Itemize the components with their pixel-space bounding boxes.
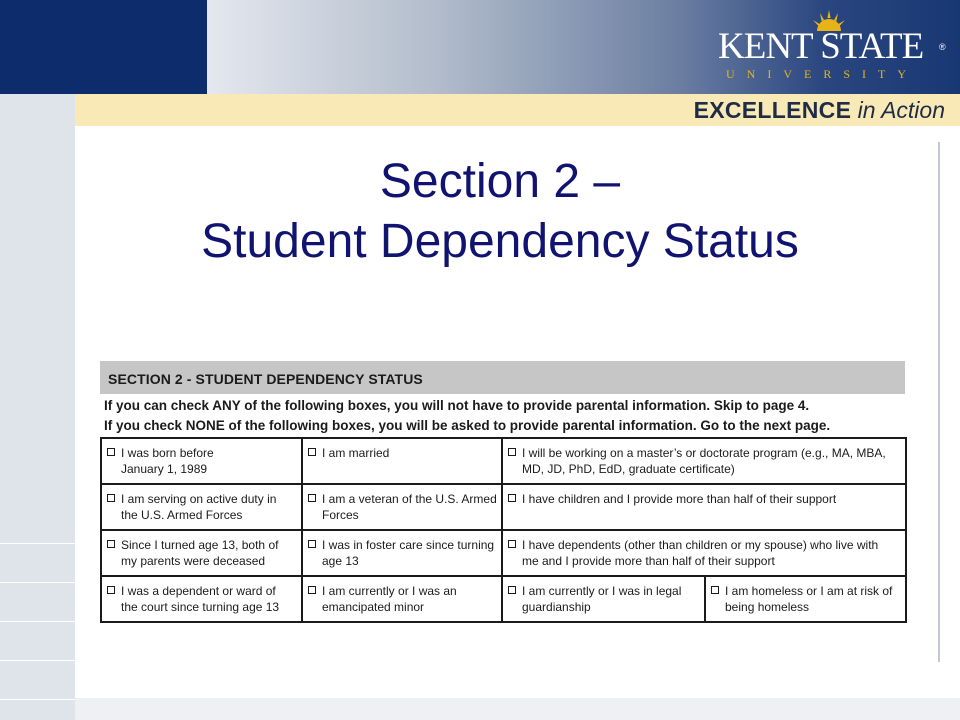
slide-title (80, 152, 920, 272)
option-text: I was in foster care since turning age 13 (322, 538, 495, 568)
option-text: I am serving on active duty in the U.S. Armed Forces (121, 492, 277, 522)
option-cell (502, 484, 906, 530)
stripe-divider (0, 582, 75, 583)
tagline (694, 95, 945, 125)
checkbox[interactable] (508, 494, 516, 502)
checkbox[interactable] (107, 494, 115, 502)
option-text: I have dependents (other than children or my spouse) who live with me and I provide more than half of their support (522, 538, 879, 568)
option-cell (502, 438, 906, 484)
stripe-divider (0, 621, 75, 622)
checkbox[interactable] (308, 586, 316, 594)
checkbox[interactable] (308, 448, 316, 456)
form-instruction-any: If you can check ANY of the following boxes, you will not have to provide parental information. Skip to page 4. (104, 398, 810, 413)
tagline-italic: in Action (857, 97, 945, 123)
option-cell (302, 484, 502, 530)
checkbox[interactable] (308, 540, 316, 548)
option-cell (502, 530, 906, 576)
option-cell (302, 576, 502, 622)
form-instruction-none: If you check NONE of the following boxes, you will be asked to provide parental information. Go to the next page. (104, 418, 831, 433)
fafsa-form-excerpt (100, 361, 905, 623)
option-text: I will be working on a master’s or doctorate program (e.g., MA, MBA, MD, JD, PhD, EdD, graduate certificate) (522, 446, 886, 476)
option-text: I am a veteran of the U.S. Armed Forces (322, 492, 497, 522)
kent-state-logo (718, 14, 950, 84)
option-cell (101, 438, 302, 484)
stripe-divider (0, 660, 75, 661)
tagline-band (75, 94, 960, 126)
checkbox[interactable] (107, 540, 115, 548)
checkbox[interactable] (508, 448, 516, 456)
option-text: Since I turned age 13, both of my parents were deceased (121, 538, 279, 568)
table-row (101, 484, 906, 530)
option-text: I was born before January 1, 1989 (121, 446, 214, 476)
option-text: I am currently or I was in legal guardianship (522, 584, 682, 614)
option-cell (101, 484, 302, 530)
option-text: I have children and I provide more than half of their support (522, 492, 837, 506)
tagline-bold: EXCELLENCE (693, 97, 852, 123)
title-line-1: Section 2 – (379, 155, 621, 208)
form-section-header: SECTION 2 - STUDENT DEPENDENCY STATUS (100, 361, 905, 394)
option-cell (705, 576, 906, 622)
checkbox[interactable] (107, 448, 115, 456)
checkbox[interactable] (308, 494, 316, 502)
option-text: I was a dependent or ward of the court since turning age 13 (121, 584, 280, 614)
checkbox[interactable] (508, 586, 516, 594)
left-stripe (0, 94, 75, 720)
checkbox[interactable] (711, 586, 719, 594)
checkbox[interactable] (107, 586, 115, 594)
table-row (101, 530, 906, 576)
dependency-checkbox-grid (100, 437, 907, 623)
table-row (101, 438, 906, 484)
right-divider-line (938, 142, 940, 662)
option-cell (302, 530, 502, 576)
logo-wordmark: KENT STATE (718, 26, 924, 67)
option-cell (101, 576, 302, 622)
header-navy-block (0, 0, 207, 94)
option-text: I am homeless or I am at risk of being homeless (725, 584, 893, 614)
bottom-strip (75, 698, 960, 720)
table-row (101, 576, 906, 622)
checkbox[interactable] (508, 540, 516, 548)
option-cell (502, 576, 705, 622)
logo-registered-mark: ® (939, 42, 946, 52)
stripe-divider (0, 699, 75, 700)
title-line-2: Student Dependency Status (201, 215, 799, 268)
option-text: I am married (322, 446, 390, 460)
option-cell (302, 438, 502, 484)
stripe-divider (0, 543, 75, 544)
logo-university: UNIVERSITY (726, 67, 918, 81)
option-text: I am currently or I was an emancipated minor (322, 584, 457, 614)
option-cell (101, 530, 302, 576)
